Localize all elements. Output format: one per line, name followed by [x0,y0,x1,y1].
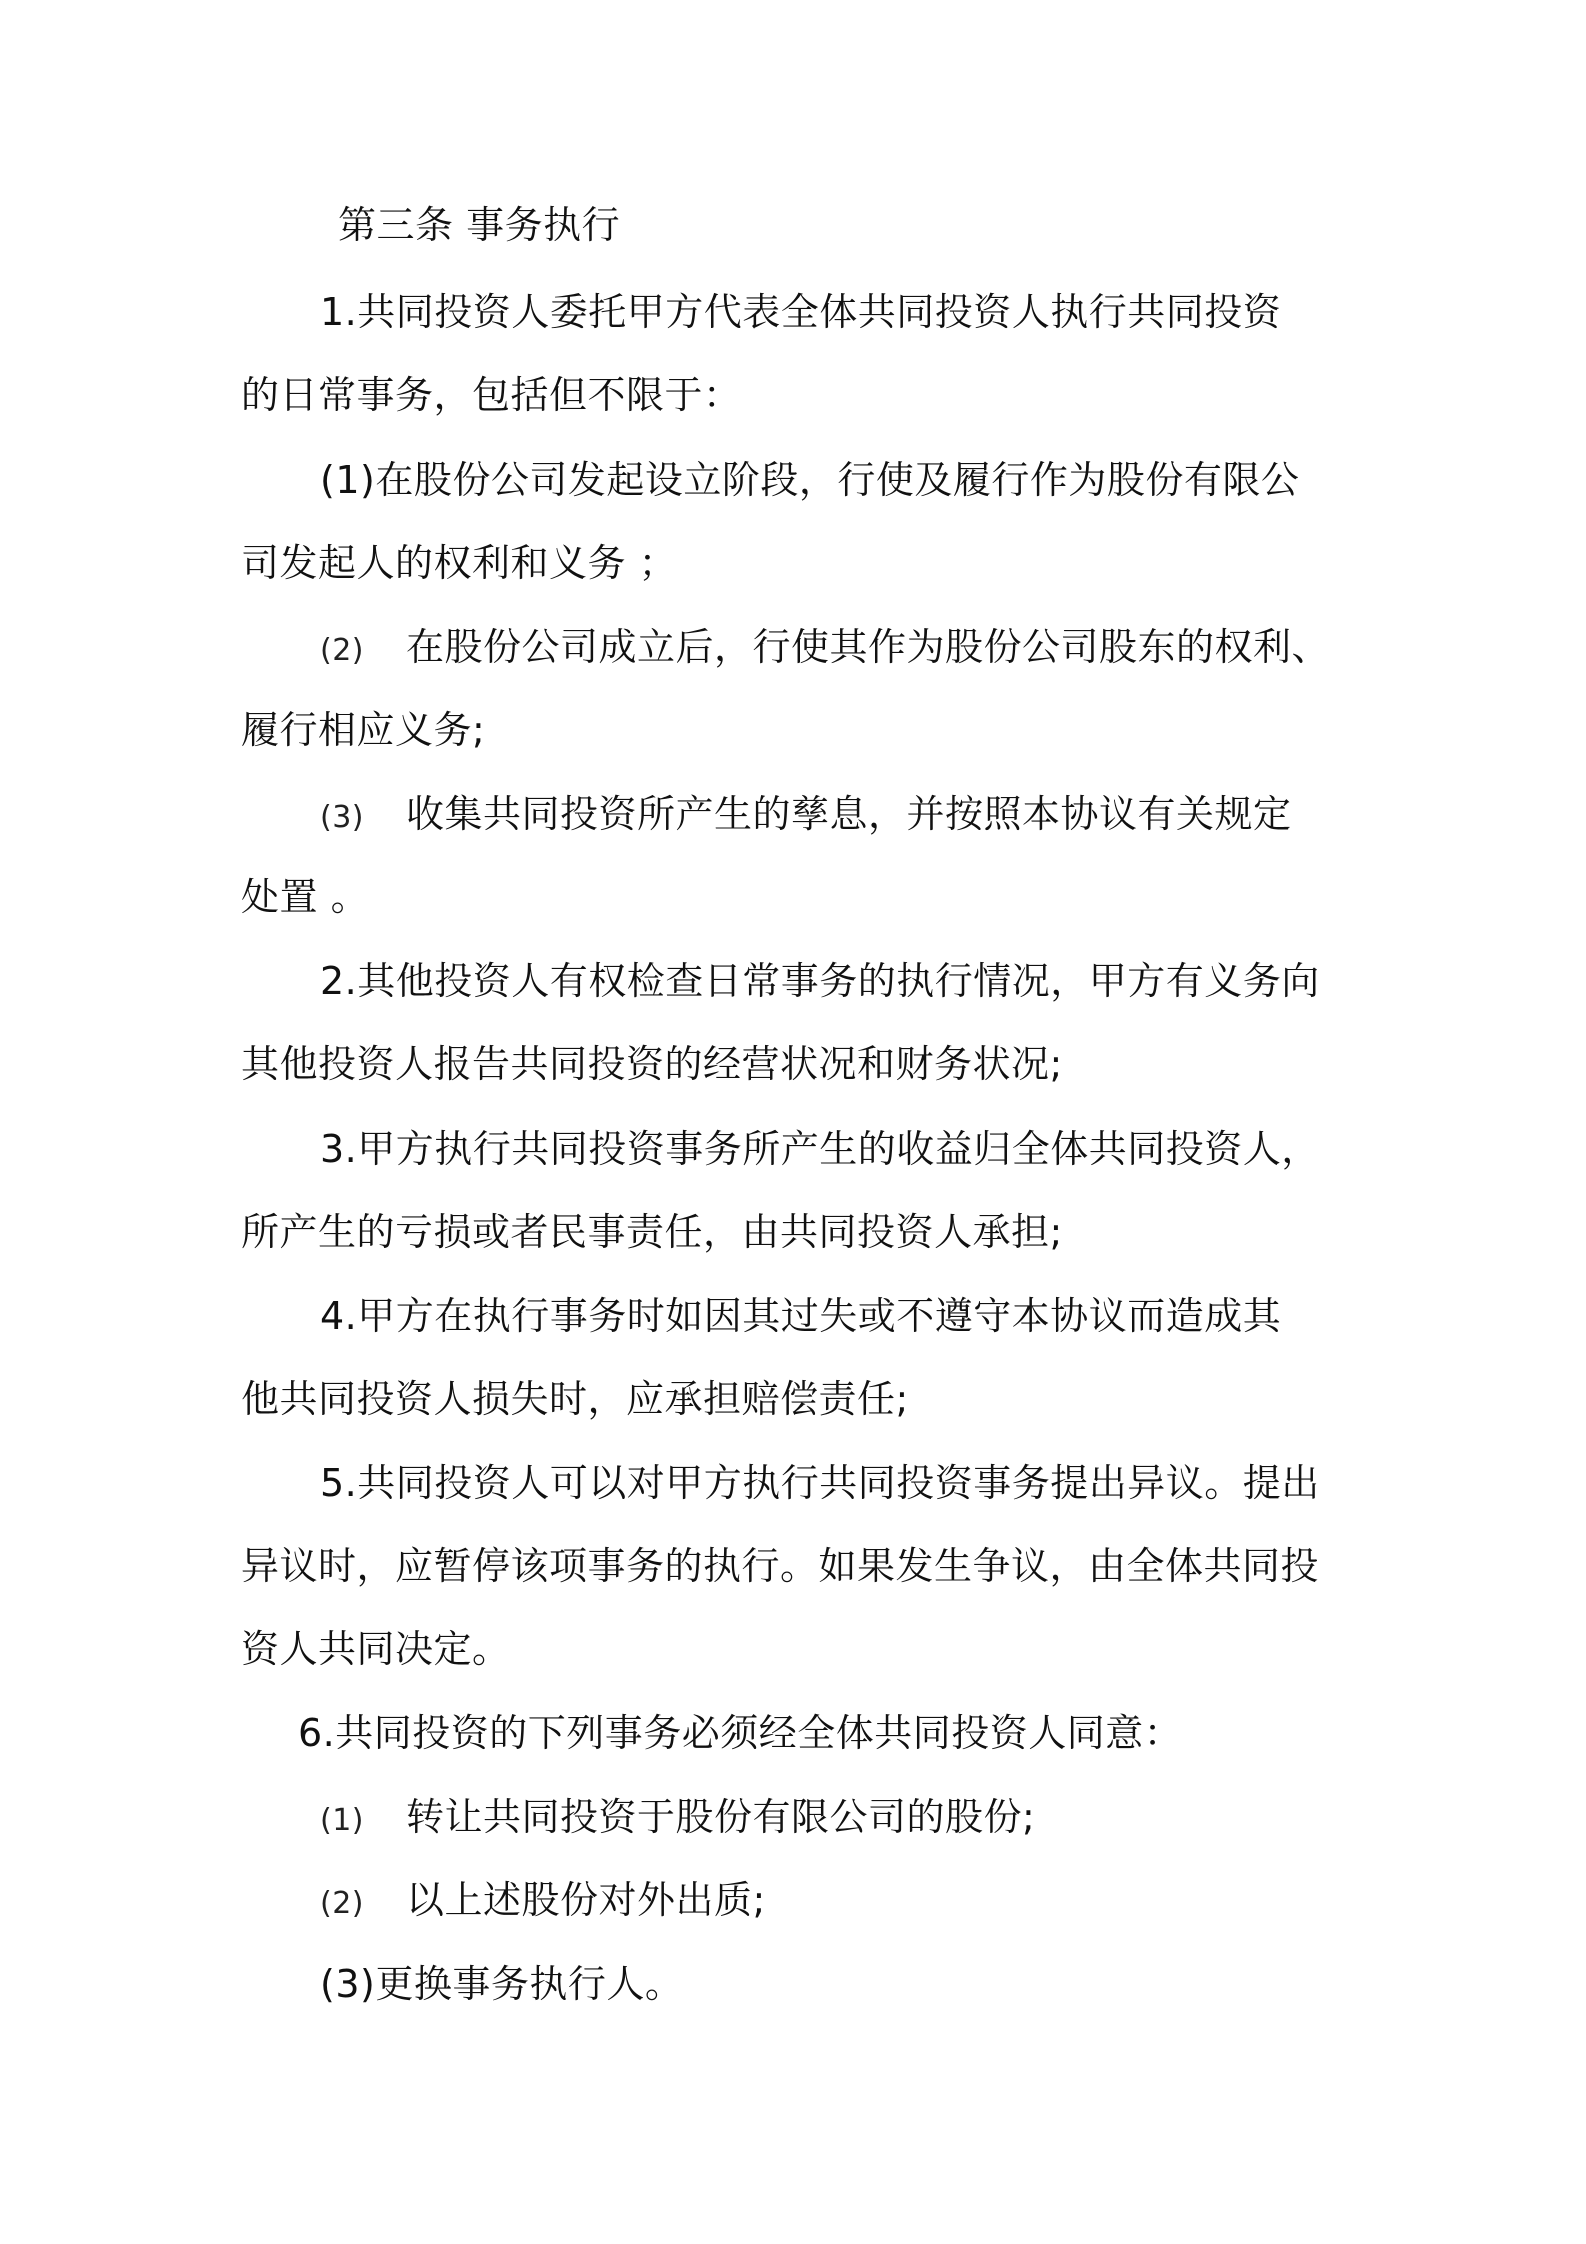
sub-item-1-3-line-1 [320,790,1292,842]
sub-item-1-1-line-2: 司发起人的权利和义务 ； [241,541,678,585]
item-4-line-1: 4.甲方在执行事务时如因其过失或不遵守本协议而造成其 [320,1294,1282,1338]
sub-item-6-2 [320,1876,766,1928]
item-1-line-2: 的日常事务，包括但不限于： [241,373,742,417]
sub-item-text: 转让共同投资于股份有限公司的股份; [406,1795,1036,1839]
item-5-line-3: 资人共同决定。 [241,1627,511,1671]
item-4-line-2: 他共同投资人损失时，应承担赔偿责任; [241,1377,909,1421]
item-3-line-1: 3.甲方执行共同投资事务所产生的收益归全体共同投资人， [320,1127,1320,1171]
item-5-line-1: 5.共同投资人可以对甲方执行共同投资事务提出异议。提出 [320,1461,1320,1505]
item-6-line-1: 6.共同投资的下列事务必须经全体共同投资人同意： [298,1711,1183,1755]
sub-item-text: 收集共同投资所产生的孳息，并按照本协议有关规定 [406,792,1292,836]
item-1-line-1: 1.共同投资人委托甲方代表全体共同投资人执行共同投资 [320,290,1282,334]
item-2-line-1: 2.其他投资人有权检查日常事务的执行情况，甲方有义务向 [320,959,1320,1003]
sub-item-6-3: (3)更换事务执行人。 [320,1962,684,2006]
sub-item-number: (1) [320,1803,364,1838]
sub-item-text: 以上述股份对外出质; [406,1878,766,1922]
sub-item-text: 在股份公司成立后，行使其作为股份公司股东的权利、 [406,625,1331,669]
sub-item-number: (2) [320,633,364,668]
sub-item-6-1 [320,1793,1035,1845]
sub-item-1-2-line-2: 履行相应义务; [241,708,486,752]
sub-item-number: (3) [320,800,364,835]
sub-item-1-3-line-2: 处置 。 [241,875,370,919]
sub-item-1-2-line-1 [320,623,1330,675]
article-heading: 第三条 事务执行 [338,203,621,247]
item-2-line-2: 其他投资人报告共同投资的经营状况和财务状况; [241,1042,1063,1086]
item-3-line-2: 所产生的亏损或者民事责任，由共同投资人承担; [241,1210,1063,1254]
sub-item-number: (2) [320,1886,364,1921]
item-5-line-2: 异议时，应暂停该项事务的执行。如果发生争议，由全体共同投 [241,1544,1320,1588]
sub-item-1-1-line-1: (1)在股份公司发起设立阶段，行使及履行作为股份有限公 [320,458,1300,502]
